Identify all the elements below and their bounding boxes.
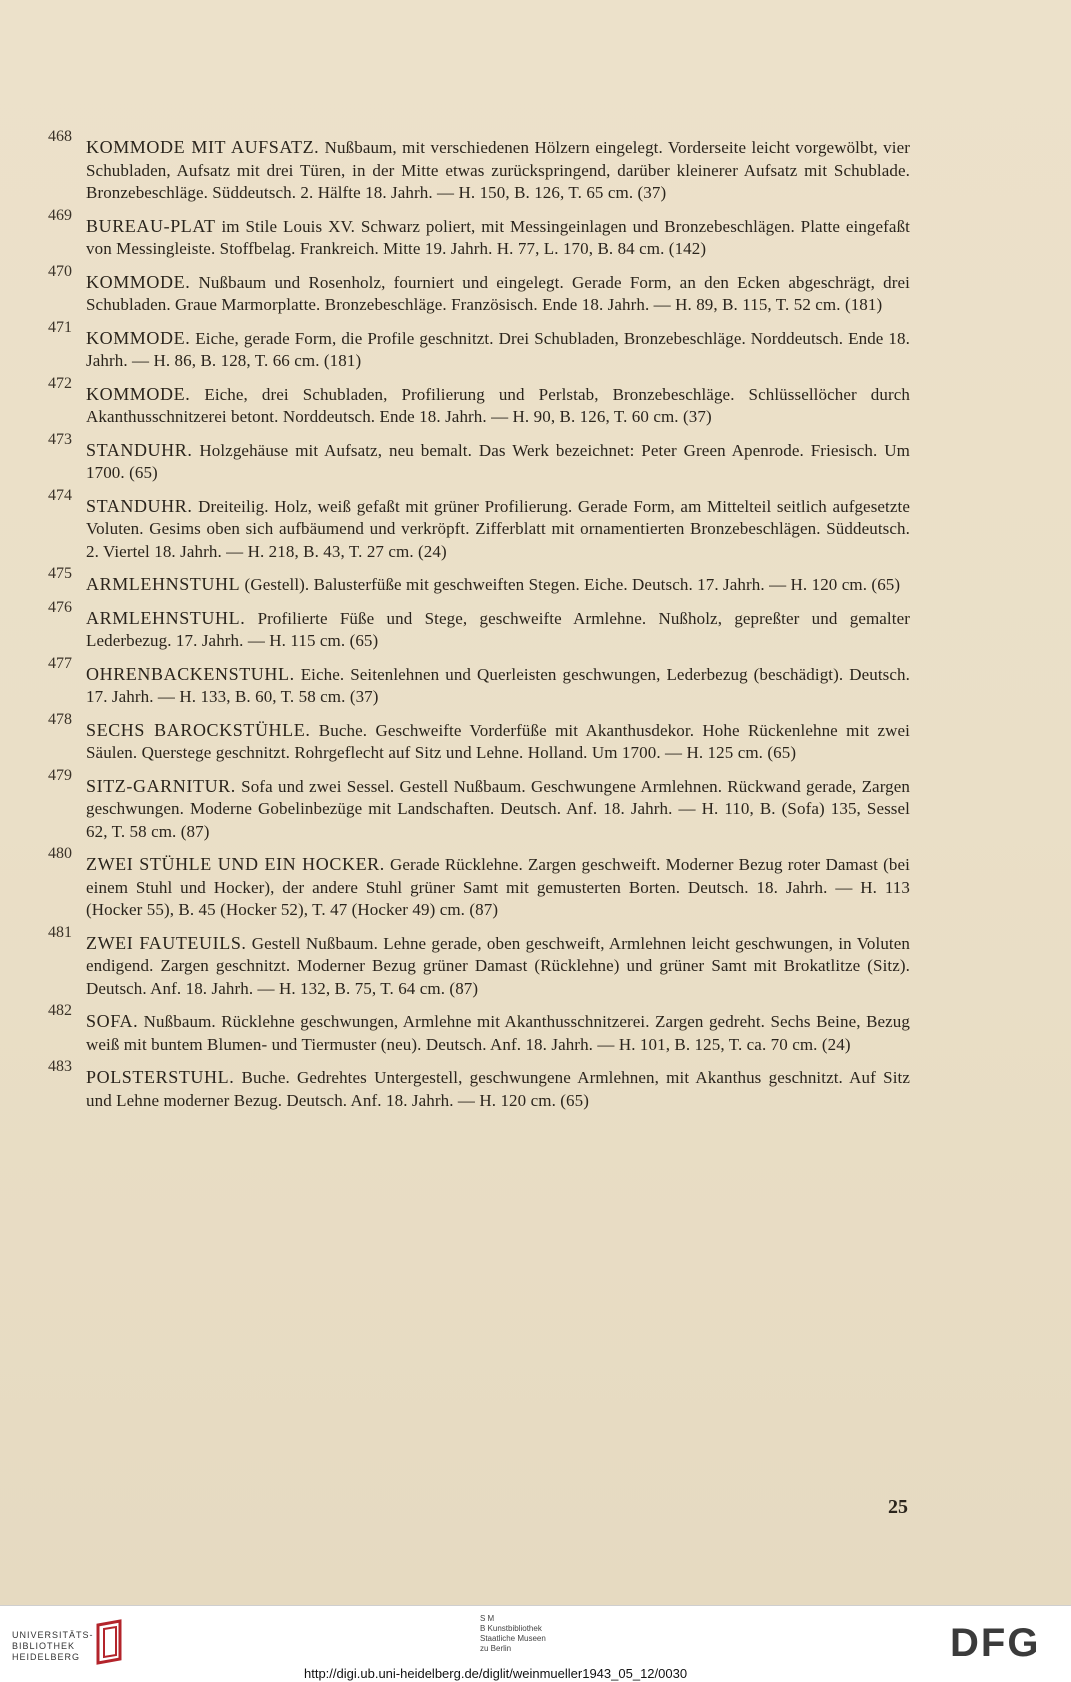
catalogue-entry — [48, 654, 910, 709]
item-title: ARMLEHNSTUHL — [86, 574, 241, 594]
university-logo-icon — [94, 1619, 128, 1665]
item-details: Gerade Rücklehne. Zargen geschweift. Moderner Bezug roter Damast (bei einem Stuhl und Hocker), der andere Stuhl grüner Samt mit gemusterten Borten. Deutsch. 18. Jahrh. — H. 113 (Hocker 55), B. 45 (Hocker 52), T. 47 (Hocker 49) cm. (87) — [86, 855, 910, 919]
entry-description — [86, 327, 910, 373]
item-title: OHRENBACKENSTUHL. — [86, 663, 295, 684]
item-title: SITZ-GARNITUR. — [86, 775, 236, 796]
lot-number: 482 — [48, 1002, 72, 1019]
stamp-line-1: S M — [480, 1614, 495, 1623]
catalogue-entry — [48, 318, 910, 373]
item-details: Eiche, gerade Form, die Profile geschnitzt. Drei Schubladen, Bronzebeschläge. Norddeutsch. Ende 18. Jahrh. — H. 86, B. 128, T. 66 cm. (181) — [86, 328, 910, 370]
entry-description — [86, 439, 910, 485]
catalogue-entry — [48, 1058, 910, 1112]
catalogue-entry — [48, 710, 911, 765]
entry-description — [86, 136, 910, 205]
entry-description — [86, 663, 910, 709]
entry-description — [86, 719, 910, 765]
permalink-url[interactable]: http://digi.ub.uni-heidelberg.de/diglit/weinmueller1943_05_12/0030 — [304, 1666, 688, 1681]
catalogue-entry — [48, 430, 910, 485]
item-details: (Gestell). Balusterfüße mit geschweiften Stegen. Eiche. Deutsch. 17. Jahrh. — H. 120 cm. (65) — [240, 575, 901, 594]
item-title: KOMMODE. — [86, 327, 191, 348]
entry-description — [86, 573, 910, 597]
item-details: im Stile Louis XV. Schwarz poliert, mit Messingeinlagen und Bronzebeschlägen. Platte eingefaßt von Messingleiste. Stoffbelag. Frankreich. Mitte 19. Jahrh. H. 77, L. 170, B. 84 cm. (142) — [86, 216, 910, 258]
item-title: ARMLEHNSTUHL. — [86, 607, 246, 628]
item-title: KOMMODE MIT AUFSATZ. — [86, 137, 320, 157]
catalogue-entry — [48, 128, 910, 205]
item-title: KOMMODE. — [86, 383, 191, 404]
entry-description — [86, 1010, 910, 1056]
entry-description — [86, 932, 910, 1001]
item-title: SECHS BAROCKSTÜHLE. — [86, 719, 311, 740]
catalogue-entry — [48, 923, 910, 1001]
lot-number: 473 — [48, 430, 72, 448]
item-title: ZWEI FAUTEUILS. — [86, 932, 247, 953]
digitization-footer — [0, 1605, 1071, 1682]
catalogue-entry — [48, 766, 910, 844]
item-details: Profilierte Füße und Stege, geschweifte Armlehne. Nußholz, gepreßter und gemalter Lederbezug. 17. Jahrh. — H. 115 cm. (65) — [86, 608, 910, 650]
university-line-1: UNIVERSITÄTS- — [12, 1630, 94, 1640]
item-title: KOMMODE. — [86, 271, 191, 292]
item-details: Nußbaum, mit verschiedenen Hölzern eingelegt. Vorderseite leicht vorgewölbt, vier Schubladen, Aufsatz mit drei Türen, in der Mitte etwas zurückspringend, darüber kleinerer Aufsatz mit Schublade. Bronzebeschläge. Süddeutsch. 2. Hälfte 18. Jahrh. — H. 150, B. 126, T. 65 cm. (37) — [86, 138, 910, 202]
stamp-line-2: B Kunstbibliothek — [480, 1624, 542, 1633]
dfg-logo: DFG — [950, 1621, 1041, 1665]
lot-number: 477 — [48, 654, 72, 672]
stamp-line-4: zu Berlin — [480, 1644, 512, 1653]
entry-description — [86, 775, 910, 844]
item-details: Holzgehäuse mit Aufsatz, neu bemalt. Das Werk bezeichnet: Peter Green Apenrode. Friesisch. Um 1700. (65) — [86, 440, 910, 482]
catalogue-entries — [48, 128, 911, 1122]
catalogue-entry — [48, 565, 910, 597]
catalogue-entry — [48, 262, 910, 317]
library-stamp — [480, 1614, 546, 1654]
catalogue-entry — [48, 374, 910, 429]
item-details: Dreiteilig. Holz, weiß gefaßt mit grüner Profilierung. Gerade Form, am Mittelteil seitlich aufgesetzte Voluten. Gesims oben sich aufbäumend und verkröpft. Zifferblatt mit ornamentierten Bronzebeschlägen. Süddeutsch. 2. Viertel 18. Jahrh. — H. 218, B. 43, T. 27 cm. (24) — [86, 496, 910, 561]
catalogue-entry — [48, 845, 910, 922]
entry-description — [86, 1066, 910, 1112]
lot-number: 475 — [48, 565, 72, 582]
lot-number: 471 — [48, 318, 72, 336]
item-details: Eiche, drei Schubladen, Profilierung und Perlstab, Bronzebeschläge. Schlüssellöcher durch Akanthusschnitzerei betont. Norddeutsch. Ende 18. Jahrh. — H. 90, B. 126, T. 60 cm. (37) — [86, 384, 910, 426]
entry-description — [86, 383, 910, 429]
university-library-name — [12, 1630, 94, 1663]
item-title: BUREAU-PLAT — [86, 215, 216, 236]
stamp-line-3: Staatliche Museen — [480, 1634, 546, 1643]
catalogue-entry — [48, 206, 910, 261]
lot-number: 469 — [48, 206, 72, 224]
lot-number: 470 — [48, 262, 72, 280]
lot-number: 480 — [48, 845, 72, 862]
item-title: STANDUHR. — [86, 495, 193, 516]
entry-description — [86, 607, 910, 653]
lot-number: 472 — [48, 374, 72, 392]
lot-number: 476 — [48, 598, 72, 616]
catalogue-entry — [48, 486, 910, 564]
item-details: Nußbaum. Rücklehne geschwungen, Armlehne mit Akanthusschnitzerei. Zargen gedreht. Sechs Beine, Bezug weiß mit buntem Blumen- und Tiermuster (neu). Deutsch. Anf. 18. Jahrh. — H. 101, B. 125, T. ca. 70 cm. (24) — [86, 1012, 910, 1054]
page-number: 25 — [888, 1496, 908, 1518]
lot-number: 474 — [48, 486, 72, 504]
lot-number: 468 — [48, 128, 72, 145]
item-details: Buche. Geschweifte Vorderfüße mit Akanthusdekor. Hohe Rückenlehne mit zwei Säulen. Querstege geschnitzt. Rohrgeflecht auf Sitz und Lehne. Holland. Um 1700. — H. 125 cm. (65) — [86, 720, 911, 762]
item-title: ZWEI STÜHLE UND EIN HOCKER. — [86, 854, 385, 874]
entry-description — [86, 271, 910, 317]
catalogue-entry — [48, 598, 910, 653]
item-details: Sofa und zwei Sessel. Gestell Nußbaum. Geschwungene Armlehnen. Rückwand gerade, Zargen geschwungen. Moderne Gobelinbezüge mit Landschaften. Deutsch. Anf. 18. Jahrh. — H. 110, B. (Sofa) 135, Sessel 62, T. 58 cm. (87) — [86, 776, 910, 841]
item-title: SOFA. — [86, 1011, 139, 1031]
item-details: Eiche. Seitenlehnen und Querleisten geschwungen, Lederbezug (beschädigt). Deutsch. 17. Jahrh. — H. 133, B. 60, T. 58 cm. (37) — [86, 664, 910, 706]
lot-number: 483 — [48, 1058, 72, 1075]
catalogue-entry — [48, 1002, 910, 1056]
item-details: Buche. Gedrehtes Untergestell, geschwungene Armlehnen, mit Akanthus geschnitzt. Auf Sitz und Lehne moderner Bezug. Deutsch. Anf. 18. Jahrh. — H. 120 cm. (65) — [86, 1068, 910, 1110]
entry-description — [86, 215, 910, 261]
entry-description — [86, 853, 910, 922]
item-details: Nußbaum und Rosenholz, fourniert und eingelegt. Gerade Form, an den Ecken abgeschrägt, drei Schubladen. Graue Marmorplatte. Bronzebeschläge. Französisch. Ende 18. Jahrh. — H. 89, B. 115, T. 52 cm. (181) — [86, 272, 910, 314]
lot-number: 479 — [48, 766, 72, 784]
entry-description — [86, 495, 910, 564]
item-title: STANDUHR. — [86, 439, 193, 460]
university-line-3: HEIDELBERG — [12, 1652, 81, 1662]
item-title: POLSTERSTUHL. — [86, 1067, 235, 1087]
lot-number: 481 — [48, 923, 72, 941]
item-details: Gestell Nußbaum. Lehne gerade, oben geschweift, Armlehnen leicht geschwungen, in Voluten endigend. Zargen geschnitzt. Moderner Bezug grüner Damast (Rücklehne) und grüner Samt mit Brokatlitze (Sitz). Deutsch. Anf. 18. Jahrh. — H. 132, B. 75, T. 64 cm. (87) — [86, 933, 910, 998]
university-line-2: BIBLIOTHEK — [12, 1641, 76, 1651]
lot-number: 478 — [48, 710, 72, 728]
